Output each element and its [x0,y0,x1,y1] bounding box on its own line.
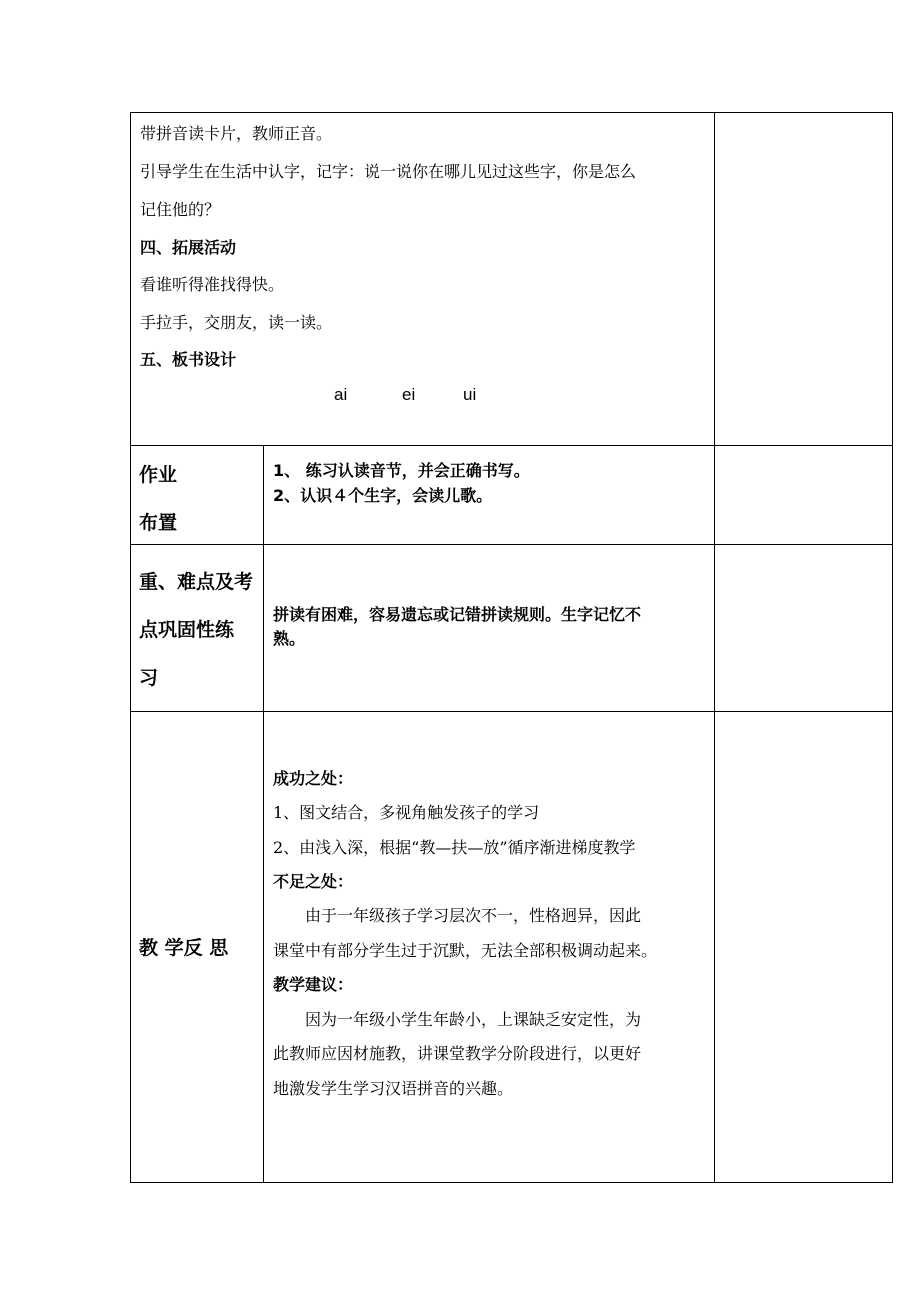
shortcoming-title: 不足之处： [273,872,354,891]
reflection-label: 教 学反 思 [139,937,229,959]
row-divider-2 [130,544,893,545]
table-border-left [130,112,131,1183]
section5-title: 五、板书设计 [140,350,237,369]
success-item-1: 1、图文结合，多视角触发孩子的学习 [273,803,540,822]
label-column-divider [263,445,264,1183]
row-divider-1 [130,445,893,446]
section4-item-1: 看谁听得准找得快。 [140,275,285,294]
table-border-right [892,112,893,1183]
suggestion-line-3: 地激发学生学习汉语拼音的兴趣。 [273,1079,514,1098]
section4-title: 四、拓展活动 [140,238,237,257]
homework-item-1: 1、 练习认读音节，并会正确书写。 [273,461,530,480]
section4-item-2: 手拉手，交朋友，读一读。 [140,313,333,332]
suggestion-line-1: 因为一年级小学生年龄小，上课缺乏安定性，为 [305,1010,642,1029]
board-ui: ui [463,385,477,404]
board-ai: ai [334,385,348,404]
difficulty-text-line-1: 拼读有困难，容易遗忘或记错拼读规则。生字记忆不 [273,605,642,624]
success-title: 成功之处： [273,769,354,788]
success-item-2: 2、由浅入深，根据“教—扶—放”循序渐进梯度教学 [273,838,636,857]
board-ei: ei [402,385,416,404]
difficulty-text-line-2: 熟。 [273,629,306,648]
notes-column-divider [714,112,715,1183]
difficulty-label-line-3: 习 [139,667,159,689]
shortcoming-line-1: 由于一年级孩子学习层次不一，性格迥异，因此 [305,906,642,925]
shortcoming-line-2: 课堂中有部分学生过于沉默，无法全部积极调动起来。 [273,941,658,960]
homework-label-line-2: 布置 [139,512,178,534]
lesson-line-3: 记住他的？ [140,200,221,219]
homework-label-line-1: 作业 [139,464,178,486]
suggestion-line-2: 此教师应因材施教，讲课堂教学分阶段进行，以更好 [273,1044,642,1063]
lesson-line-2: 引导学生在生活中认字，记字：说一说你在哪儿见过这些字，你是怎么 [140,162,637,181]
lesson-line-1: 带拼音读卡片，教师正音。 [140,124,333,143]
row-divider-3 [130,711,893,712]
difficulty-label-line-2: 点巩固性练 [139,619,235,641]
difficulty-label-line-1: 重、难点及考 [139,571,254,593]
suggestion-title: 教学建议： [273,975,354,994]
homework-item-2: 2、认识４个生字，会读儿歌。 [273,486,493,505]
table-border-bottom [130,1182,893,1183]
table-border-top [130,112,893,113]
